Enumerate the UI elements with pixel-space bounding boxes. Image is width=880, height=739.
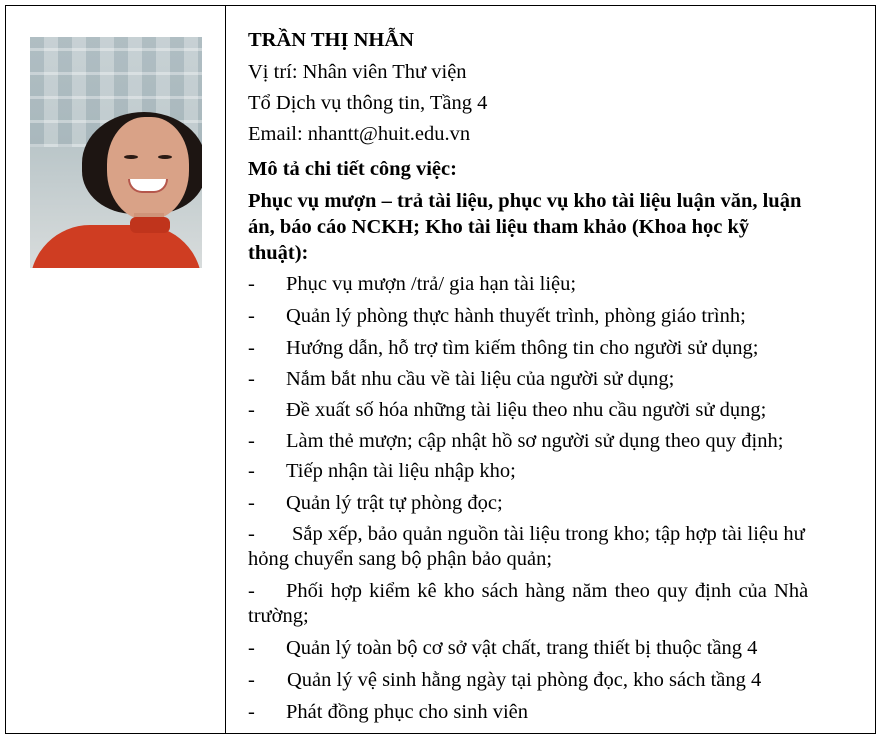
list-dash: - bbox=[248, 305, 255, 327]
employee-name: TRẦN THỊ NHẪN bbox=[248, 29, 414, 51]
list-dash: - bbox=[248, 399, 255, 421]
task-item: Phát đồng phục cho sinh viên bbox=[286, 701, 528, 723]
job-summary-line-3: thuật): bbox=[248, 242, 309, 264]
employee-department: Tổ Dịch vụ thông tin, Tầng 4 bbox=[248, 92, 488, 114]
list-dash: - bbox=[248, 637, 255, 659]
task-item: Quản lý toàn bộ cơ sở vật chất, trang thiết bị thuộc tầng 4 bbox=[286, 637, 758, 659]
task-item-continuation: hỏng chuyển sang bộ phận bảo quản; bbox=[248, 548, 553, 570]
list-dash: - bbox=[248, 669, 255, 691]
left-eye bbox=[124, 155, 138, 159]
face bbox=[107, 117, 189, 220]
employee-email[interactable]: Email: nhantt@huit.edu.vn bbox=[248, 123, 471, 145]
right-eye bbox=[158, 155, 172, 159]
job-summary-line-1: Phục vụ mượn – trả tài liệu, phục vụ kho tài liệu luận văn, luận bbox=[248, 190, 802, 212]
list-dash: - bbox=[248, 273, 255, 295]
task-item: Quản lý phòng thực hành thuyết trình, phòng giáo trình; bbox=[286, 305, 746, 327]
list-dash: - bbox=[248, 337, 255, 359]
task-item: Hướng dẫn, hỗ trợ tìm kiếm thông tin cho người sử dụng; bbox=[286, 337, 759, 359]
list-dash: - bbox=[248, 523, 255, 545]
task-item: Quản lý trật tự phòng đọc; bbox=[286, 492, 503, 514]
list-dash: - bbox=[248, 368, 255, 390]
list-dash: - bbox=[248, 492, 255, 514]
red-dress bbox=[30, 225, 202, 268]
list-dash: - bbox=[248, 430, 255, 452]
dress-collar bbox=[130, 217, 170, 233]
task-item: Phối hợp kiểm kê kho sách hàng năm theo quy định của Nhà bbox=[286, 580, 809, 602]
task-item-continuation: trường; bbox=[248, 605, 309, 627]
task-item: Quản lý vệ sinh hằng ngày tại phòng đọc, kho sách tầng 4 bbox=[287, 669, 762, 691]
task-item: Đề xuất số hóa những tài liệu theo nhu cầu người sử dụng; bbox=[286, 399, 767, 421]
portrait-photo bbox=[30, 37, 202, 268]
employee-position: Vị trí: Nhân viên Thư viện bbox=[248, 61, 467, 83]
list-dash: - bbox=[248, 580, 255, 602]
task-item: Phục vụ mượn /trả/ gia hạn tài liệu; bbox=[286, 273, 577, 295]
task-item: Làm thẻ mượn; cập nhật hồ sơ người sử dụng theo quy định; bbox=[286, 430, 784, 452]
job-summary-line-2: án, báo cáo NCKH; Kho tài liệu tham khảo (Khoa học kỹ bbox=[248, 216, 750, 238]
job-heading: Mô tả chi tiết công việc: bbox=[248, 158, 457, 180]
task-item: Sắp xếp, bảo quản nguồn tài liệu trong kho; tập hợp tài liệu hư bbox=[292, 523, 805, 545]
task-item: Tiếp nhận tài liệu nhập kho; bbox=[286, 460, 516, 482]
list-dash: - bbox=[248, 701, 255, 723]
list-dash: - bbox=[248, 460, 255, 482]
column-divider bbox=[225, 5, 226, 734]
task-item: Nắm bắt nhu cầu về tài liệu của người sử dụng; bbox=[286, 368, 675, 390]
